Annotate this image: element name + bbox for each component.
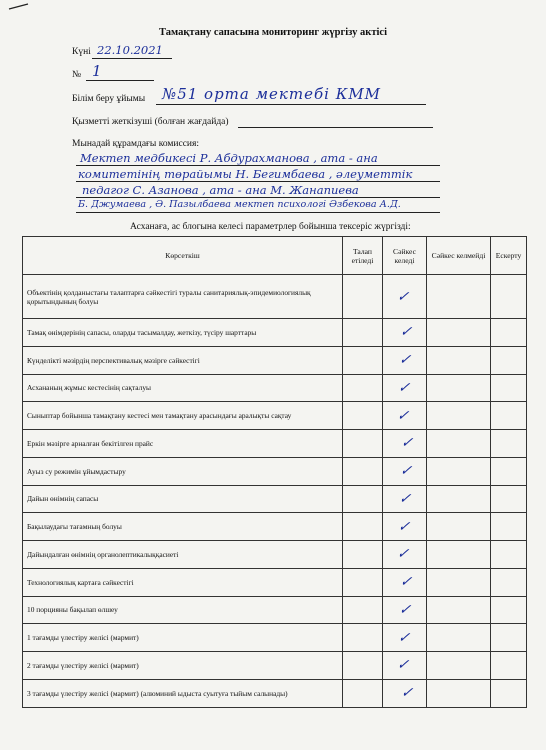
indicator-cell: 2 тағамды үлестіру желісі (мармит) bbox=[23, 652, 343, 680]
compliant-cell bbox=[383, 513, 427, 541]
date-label: Күні bbox=[72, 47, 91, 57]
check-mark-icon: ✓ bbox=[399, 574, 413, 591]
header-noncompliant: Сәйкес келмейді bbox=[427, 237, 491, 275]
note-cell bbox=[491, 346, 527, 374]
indicator-cell: Еркін мәзірге арналған бекітілген прайс bbox=[23, 430, 343, 458]
indicator-cell: Асхананың жұмыс кестесінің сақталуы bbox=[23, 374, 343, 402]
required-cell bbox=[343, 596, 383, 624]
compliant-cell bbox=[383, 374, 427, 402]
check-mark-icon: ✓ bbox=[399, 435, 414, 452]
document-title: Тамақтану сапасына мониторинг жүргізу актісі bbox=[159, 27, 387, 38]
number-line bbox=[86, 80, 154, 81]
compliant-cell bbox=[383, 402, 427, 430]
indicator-cell: Күнделікті мәзірдің перспективалық мәзірге сәйкестігі bbox=[23, 346, 343, 374]
check-mark-icon: ✓ bbox=[397, 629, 411, 646]
header-note: Ескерту bbox=[491, 237, 527, 275]
indicator-cell: 3 тағамды үлестіру желісі (мармит) (алюминий ыдыста суытуға тыйым салынады) bbox=[23, 679, 343, 707]
commission-underline-3 bbox=[76, 197, 440, 198]
note-cell bbox=[491, 485, 527, 513]
check-mark-icon: ✓ bbox=[397, 379, 411, 396]
table-row bbox=[23, 346, 527, 374]
compliant-cell bbox=[383, 457, 427, 485]
noncompliant-cell bbox=[427, 624, 491, 652]
table-row bbox=[23, 679, 527, 707]
note-cell bbox=[491, 374, 527, 402]
commission-underline-2 bbox=[76, 181, 440, 182]
header-required: Талап етіледі bbox=[343, 237, 383, 275]
header-indicator: Көрсеткіш bbox=[23, 237, 343, 275]
indicator-cell: Объектінің қолданыстағы талаптарға сәйкестігі туралы санитариялық-эпидемиологиялық қорытындының болуы bbox=[23, 275, 343, 319]
compliant-cell bbox=[383, 541, 427, 569]
compliant-cell bbox=[383, 652, 427, 680]
required-cell bbox=[343, 402, 383, 430]
table-row bbox=[23, 430, 527, 458]
org-line bbox=[156, 104, 426, 105]
compliant-cell bbox=[383, 346, 427, 374]
check-mark-icon: ✓ bbox=[395, 546, 410, 563]
compliant-cell bbox=[383, 430, 427, 458]
compliant-cell bbox=[383, 596, 427, 624]
monitoring-table bbox=[22, 236, 527, 708]
indicator-cell: Ауыз су режимін ұйымдастыру bbox=[23, 457, 343, 485]
note-cell bbox=[491, 596, 527, 624]
table-header-row bbox=[23, 237, 527, 275]
required-cell bbox=[343, 679, 383, 707]
table-row bbox=[23, 485, 527, 513]
note-cell bbox=[491, 513, 527, 541]
noncompliant-cell bbox=[427, 679, 491, 707]
table-row bbox=[23, 652, 527, 680]
header-compliant: Сәйкес келеді bbox=[383, 237, 427, 275]
check-mark-icon: ✓ bbox=[395, 288, 410, 305]
required-cell bbox=[343, 430, 383, 458]
check-mark-icon: ✓ bbox=[398, 352, 412, 369]
note-cell bbox=[491, 457, 527, 485]
indicator-cell: Технологиялық картаға сәйкестігі bbox=[23, 568, 343, 596]
noncompliant-cell bbox=[427, 541, 491, 569]
check-mark-icon: ✓ bbox=[399, 685, 414, 702]
noncompliant-cell bbox=[427, 275, 491, 319]
check-mark-icon: ✓ bbox=[397, 490, 412, 507]
note-cell bbox=[491, 402, 527, 430]
note-cell bbox=[491, 275, 527, 319]
note-cell bbox=[491, 679, 527, 707]
scan-mark bbox=[8, 2, 30, 10]
note-cell bbox=[491, 568, 527, 596]
required-cell bbox=[343, 485, 383, 513]
note-cell bbox=[491, 430, 527, 458]
indicator-cell: Сыныптар бойынша тамақтану кестесі мен тамақтану арасындағы аралықты сақтау bbox=[23, 402, 343, 430]
table-row bbox=[23, 513, 527, 541]
required-cell bbox=[343, 652, 383, 680]
required-cell bbox=[343, 568, 383, 596]
org-value: №51 орта мектебі КММ bbox=[162, 85, 382, 103]
table-row bbox=[23, 275, 527, 319]
noncompliant-cell bbox=[427, 568, 491, 596]
indicator-cell: 1 тағамды үлестіру желісі (мармит) bbox=[23, 624, 343, 652]
note-cell bbox=[491, 319, 527, 347]
commission-line-3: педагог С. Азанова , ата - ана М. Жанапиева bbox=[82, 183, 359, 197]
number-value: 1 bbox=[92, 62, 102, 80]
compliant-cell bbox=[383, 275, 427, 319]
indicator-cell: 10 порцияны бақылап өлшеу bbox=[23, 596, 343, 624]
table-row bbox=[23, 374, 527, 402]
noncompliant-cell bbox=[427, 596, 491, 624]
required-cell bbox=[343, 541, 383, 569]
noncompliant-cell bbox=[427, 457, 491, 485]
table-row bbox=[23, 402, 527, 430]
required-cell bbox=[343, 513, 383, 541]
table-row bbox=[23, 596, 527, 624]
required-cell bbox=[343, 457, 383, 485]
table-row bbox=[23, 319, 527, 347]
indicator-cell: Бақылаудағы тағамның болуы bbox=[23, 513, 343, 541]
check-mark-icon: ✓ bbox=[396, 657, 410, 674]
note-cell bbox=[491, 624, 527, 652]
check-mark-icon: ✓ bbox=[399, 324, 413, 341]
compliant-cell bbox=[383, 679, 427, 707]
check-mark-icon: ✓ bbox=[398, 601, 412, 618]
required-cell bbox=[343, 275, 383, 319]
number-label: № bbox=[72, 70, 82, 80]
check-mark-icon: ✓ bbox=[396, 407, 410, 424]
compliant-cell bbox=[383, 624, 427, 652]
noncompliant-cell bbox=[427, 513, 491, 541]
supplier-label: Қызметті жеткізуші (болған жағдайда) bbox=[72, 117, 229, 127]
required-cell bbox=[343, 346, 383, 374]
supplier-line bbox=[238, 127, 433, 128]
compliant-cell bbox=[383, 568, 427, 596]
compliant-cell bbox=[383, 485, 427, 513]
note-cell bbox=[491, 652, 527, 680]
commission-label: Мынадай құрамдағы комиссия: bbox=[72, 139, 200, 149]
inspection-instruction: Асханаға, ас блогына келесі параметрлер бойынша тексеріс жүргізді: bbox=[130, 222, 411, 232]
commission-line-2: комитетінің төрайымы Н. Бегимбаева , әлеуметтік bbox=[78, 167, 413, 181]
required-cell bbox=[343, 624, 383, 652]
noncompliant-cell bbox=[427, 319, 491, 347]
table-row bbox=[23, 541, 527, 569]
indicator-cell: Тамақ өнімдерінің сапасы, оларды тасымалдау, жеткізу, түсіру шарттары bbox=[23, 319, 343, 347]
noncompliant-cell bbox=[427, 430, 491, 458]
indicator-cell: Дайын өнімнің сапасы bbox=[23, 485, 343, 513]
noncompliant-cell bbox=[427, 485, 491, 513]
check-mark-icon: ✓ bbox=[396, 518, 411, 535]
required-cell bbox=[343, 374, 383, 402]
noncompliant-cell bbox=[427, 652, 491, 680]
commission-underline-4 bbox=[76, 212, 440, 213]
commission-underline-1 bbox=[76, 165, 440, 166]
noncompliant-cell bbox=[427, 402, 491, 430]
noncompliant-cell bbox=[427, 346, 491, 374]
required-cell bbox=[343, 319, 383, 347]
compliant-cell bbox=[383, 319, 427, 347]
date-line bbox=[92, 58, 172, 59]
commission-line-4: Б. Джумаева , Ә. Пазылбаева мектеп психологі Әзбекова А.Д. bbox=[78, 199, 401, 210]
table-body bbox=[23, 275, 527, 708]
org-label: Білім беру ұйымы bbox=[72, 94, 146, 104]
table-row bbox=[23, 624, 527, 652]
table-row bbox=[23, 568, 527, 596]
date-value: 22.10.2021 bbox=[97, 43, 163, 57]
check-mark-icon: ✓ bbox=[398, 463, 413, 480]
table-row bbox=[23, 457, 527, 485]
note-cell bbox=[491, 541, 527, 569]
noncompliant-cell bbox=[427, 374, 491, 402]
commission-line-1: Мектеп медбикесі Р. Абдурахманова , ата - ана bbox=[80, 151, 378, 165]
indicator-cell: Дайындалған өнімнің органолептикалыққасиеті bbox=[23, 541, 343, 569]
